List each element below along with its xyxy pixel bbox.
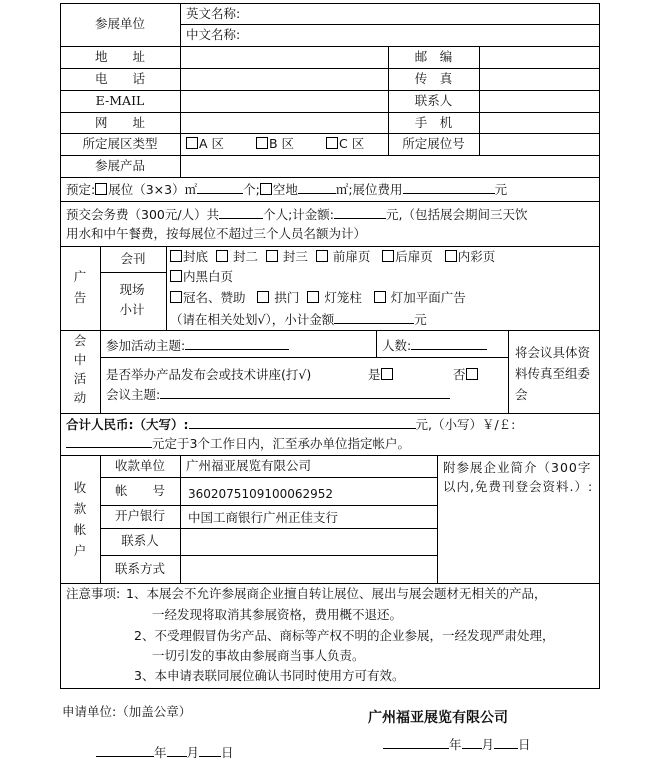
col-divider [479,46,480,155]
row-divider [60,177,600,178]
booking-row: 预定: 展位（3×3）㎡ 个; 空地 ㎡;展位费用 元 [66,182,508,197]
checkbox[interactable] [256,137,268,149]
meeting-topic-row: 会议主题: [106,386,450,403]
activity-topic-blank[interactable] [185,337,289,350]
row-divider [60,133,600,134]
activities-group-label: 会中活动 [73,333,87,405]
row-divider [60,246,600,247]
ad-option[interactable]: 冠名、赞助 [170,290,246,305]
people-blank[interactable] [411,337,487,350]
cn-name-label: 中文名称: [186,27,241,42]
website-label: 网 址 [94,115,145,130]
account-group-label: 收款帐户 [73,480,87,558]
journal-options-row-1 [170,249,495,265]
row-divider [100,555,437,556]
day-blank[interactable] [199,744,221,757]
checkbox[interactable] [216,250,228,262]
col-divider [180,3,181,177]
checkbox[interactable] [326,137,338,149]
row-divider [100,357,508,358]
website-input[interactable] [182,114,386,131]
organizer-date: 年 月 日 [383,736,531,753]
fax-input[interactable] [481,70,597,88]
people-count-blank[interactable] [219,206,263,219]
ad-option[interactable]: 前扉页 [316,249,371,264]
row-divider [100,505,437,506]
ad-option[interactable]: 内彩页 [445,249,496,264]
mobile-input[interactable] [481,114,597,131]
checkbox[interactable] [307,291,319,303]
ad-option[interactable]: 内黑白页 [170,269,233,284]
month-blank[interactable] [462,736,482,749]
ads-group-label: 广告 [73,269,87,305]
address-input[interactable] [182,48,386,66]
row-divider [60,330,600,331]
contact-input[interactable] [481,92,597,110]
postcode-label: 邮 编 [414,49,453,64]
zone-c-option[interactable]: C 区 [326,136,364,152]
col-divider [180,455,181,583]
row-divider [180,24,600,25]
year-blank[interactable] [383,736,449,749]
ads-subtotal-blank[interactable] [334,311,414,324]
ad-option[interactable]: 灯笼柱 [307,290,362,305]
notes-title: 注意事项: [66,586,121,601]
row-divider [60,46,600,47]
total-small-blank[interactable] [66,435,152,448]
booth-count-blank[interactable] [197,181,243,194]
row-divider [60,90,600,91]
zone-a-option[interactable]: A 区 [186,136,224,152]
checkbox[interactable] [257,291,269,303]
row-divider [60,455,600,456]
checkbox[interactable] [381,368,393,380]
payee-label: 收款单位 [114,458,165,473]
onsite-label: 现场小计 [119,282,145,317]
col-divider [437,455,438,583]
zone-b-option[interactable]: B 区 [256,136,294,152]
ad-option[interactable]: 灯加平面广告 [374,290,466,305]
applicant-label: 申请单位:（加盖公章） [62,704,192,719]
ad-option[interactable]: 后扉页 [382,249,433,264]
checkbox[interactable] [186,137,198,149]
contact-method-label: 联系方式 [114,561,165,576]
phone-label: 电 话 [94,71,145,86]
contact-method-input[interactable] [182,557,435,581]
journal-options-row-2 [170,269,233,285]
checkbox[interactable] [170,291,182,303]
phone-input[interactable] [182,70,386,88]
bank-value: 中国工商银行广州正佳支行 [188,510,339,525]
row-divider [60,155,600,156]
total-row-1: 合计人民币:（大写）: 元,（小写）￥/￡: [66,417,516,432]
fee-line-1: 预交会务费（300元/人）共 个人;计金额: 元,（包括展会期间三天饮 [66,207,528,222]
space-checkbox[interactable] [260,183,272,195]
checkbox[interactable] [382,250,394,262]
seminar-yes-option[interactable]: 是 [368,367,394,383]
account-contact-label: 联系人 [121,533,159,548]
checkbox[interactable] [266,250,278,262]
row-divider [60,112,600,113]
account-no-value: 3602075109100062952 [188,487,334,501]
exhibitor-label: 参展单位 [94,16,145,31]
booth-fee-blank[interactable] [403,181,495,194]
day-blank[interactable] [494,736,518,749]
row-divider [100,528,437,529]
checkbox[interactable] [445,250,457,262]
year-blank[interactable] [96,744,154,757]
month-blank[interactable] [167,744,187,757]
fee-line-2: 用水和中午餐费，按每展位不超过三个人员名额为计） [66,226,367,241]
onsite-options-row [170,290,466,306]
total-row-2: 元定于3个工作日内，汇至承办单位指定帐户。 [66,435,410,452]
row-divider [60,413,600,414]
space-area-blank[interactable] [298,181,336,194]
row-divider [60,68,600,69]
fee-amount-blank[interactable] [334,206,386,219]
journal-label: 会刊 [120,251,146,266]
company-intro-note: 附参展企业简介（300字以内,免费刊登会资料.）: [443,460,594,494]
people-row: 人数: [382,337,487,354]
note-item: 2、不受理假冒伪劣产品、商标等产权不明的企业参展，一经发现严肃处理， [134,628,555,643]
zone-type-label: 所定展区类型 [82,136,158,151]
mobile-label: 手 机 [414,115,453,130]
meeting-topic-blank[interactable] [160,386,450,399]
contact-label: 联系人 [414,93,453,108]
activity-topic-row: 参加活动主题: [106,337,289,354]
en-name-input[interactable] [250,5,595,23]
note-item: 1、本展会不允许参展商企业擅自转让展位、展出与展会题材无相关的产品， [126,586,547,601]
account-contact-input[interactable] [182,530,435,553]
products-input[interactable] [182,157,597,175]
ad-option[interactable]: 拱门 [257,290,299,305]
ad-option[interactable]: 封底 [170,249,208,264]
note-item: 一经发现将取消其参展资格，费用概不退还。 [152,607,403,622]
organizer-name: 广州福亚展览有限公司 [368,710,508,726]
note-item: 一切引发的事故由参展商当事人负责。 [152,648,365,663]
col-divider [166,246,167,330]
seminar-no-option[interactable]: 否 [453,367,479,383]
email-label: E-MAIL [95,93,145,108]
bank-label: 开户银行 [114,508,165,523]
checkbox[interactable] [374,291,386,303]
total-capital-blank[interactable] [189,416,416,429]
address-label: 地 址 [94,49,145,64]
checkbox[interactable] [170,270,182,282]
account-no-label: 帐 号 [114,483,165,498]
checkbox[interactable] [170,250,182,262]
payee-value: 广州福亚展览有限公司 [186,458,312,473]
note-item: 3、本申请表联同展位确认书同时使用方可有效。 [134,668,405,683]
checkbox[interactable] [316,250,328,262]
ad-option[interactable]: 封三 [266,249,308,264]
email-input[interactable] [182,92,386,110]
seminar-question: 是否举办产品发布会或技术讲座(打√) [106,367,312,382]
cn-name-input[interactable] [250,26,595,44]
row-divider [60,583,600,584]
booth-no-input[interactable] [481,135,597,153]
col-divider [508,330,509,413]
products-label: 参展产品 [94,158,145,173]
col-divider [376,330,377,357]
fax-note: 将会议具体资料传真至组委会 [515,345,591,402]
ad-option[interactable]: 封二 [216,249,258,264]
checkbox[interactable] [466,368,478,380]
fax-label: 传 真 [414,71,453,86]
row-divider [100,477,437,478]
booth-no-label: 所定展位号 [402,136,465,151]
applicant-date: 年 月 日 [96,744,234,761]
ads-subtotal-row: （请在相关处划√），小计金额 元 [170,312,427,327]
row-divider [60,201,600,202]
booth-checkbox[interactable] [95,183,107,195]
en-name-label: 英文名称: [186,6,241,21]
col-divider [100,246,101,413]
row-divider [100,272,166,273]
postcode-input[interactable] [481,48,597,66]
